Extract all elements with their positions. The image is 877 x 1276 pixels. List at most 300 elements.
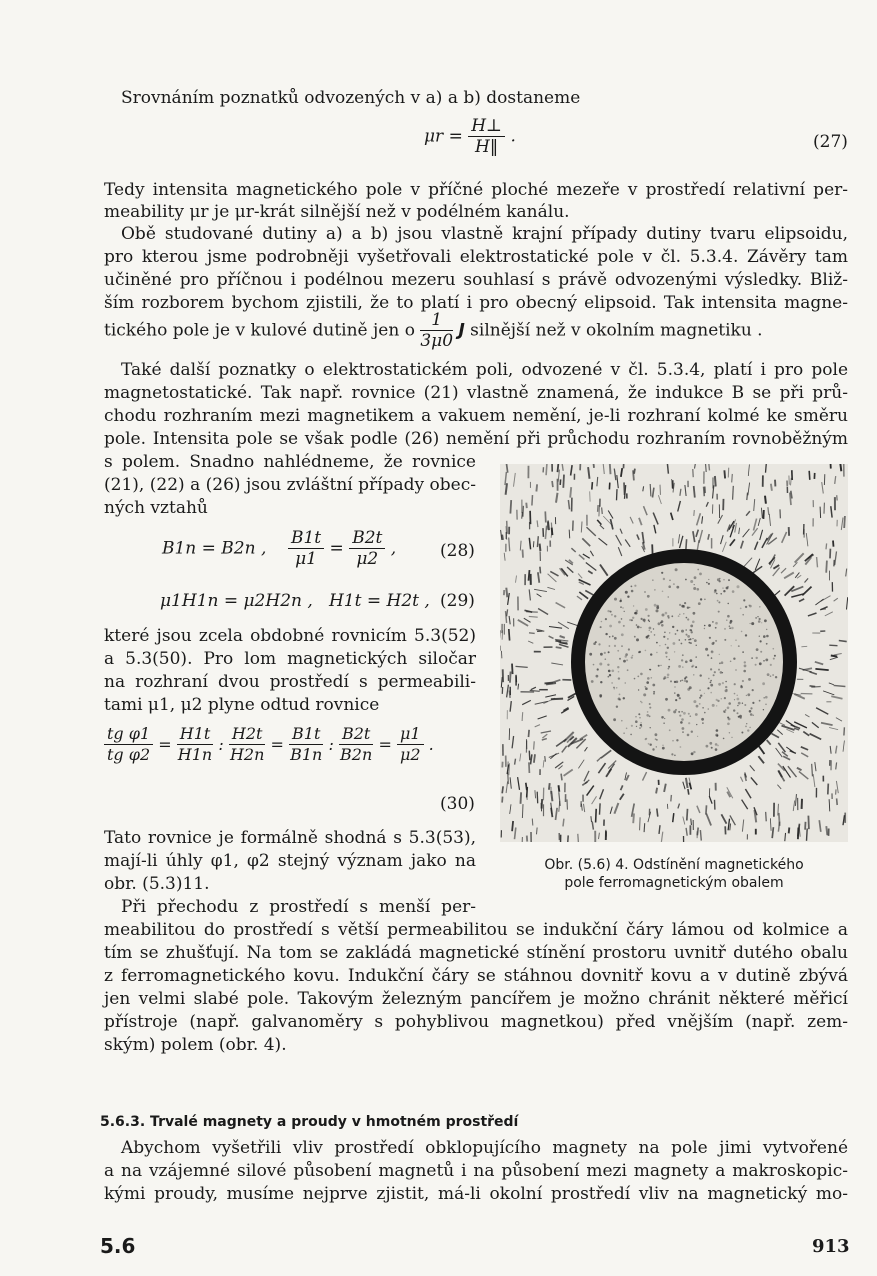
- interior-filing-dot: [721, 698, 722, 699]
- interior-filing-dot: [715, 748, 718, 751]
- filing-mark: [537, 536, 538, 547]
- interior-filing-dot: [683, 712, 686, 715]
- interior-filing-dot: [688, 713, 690, 715]
- filing-mark: [510, 500, 511, 513]
- interior-filing-dot: [634, 678, 636, 680]
- interior-filing-dot: [651, 677, 653, 679]
- interior-filing-dot: [774, 655, 776, 657]
- filing-mark: [598, 505, 599, 512]
- interior-filing-dot: [670, 680, 672, 682]
- interior-filing-dot: [645, 738, 647, 740]
- interior-filing-dot: [763, 697, 765, 699]
- filing-mark: [559, 642, 568, 643]
- filing-mark: [534, 741, 535, 749]
- interior-filing-dot: [708, 708, 710, 710]
- interior-filing-dot: [667, 638, 669, 640]
- interior-filing-dot: [745, 726, 747, 728]
- interior-filing-dot: [737, 695, 738, 696]
- interior-filing-dot: [686, 634, 688, 636]
- eq28-f1-den: μ1: [295, 549, 317, 569]
- filing-mark: [591, 816, 592, 822]
- interior-filing-dot: [648, 615, 650, 617]
- interior-filing-dot: [608, 670, 611, 673]
- interior-filing-dot: [649, 630, 650, 631]
- interior-filing-dot: [747, 729, 749, 731]
- interior-filing-dot: [698, 602, 701, 605]
- interior-filing-dot: [686, 680, 688, 682]
- interior-filing-dot: [611, 682, 612, 683]
- interior-filing-dot: [704, 628, 705, 629]
- para6-line-3: z ferromagnetického kovu. Indukční čáry se stáhnou dovnitř kovu a v dutině zbývá: [104, 966, 848, 986]
- interior-filing-dot: [600, 626, 602, 628]
- interior-filing-dot: [641, 618, 643, 620]
- filing-mark: [506, 588, 507, 598]
- interior-filing-dot: [710, 680, 712, 682]
- interior-filing-dot: [756, 657, 758, 659]
- para3-line-2: magnetostatické. Tak např. rovnice (21) vlastně znamená, že indukce B se při prů-: [104, 383, 848, 403]
- interior-filing-dot: [623, 660, 626, 663]
- interior-filing-dot: [591, 680, 594, 683]
- interior-filing-dot: [744, 661, 746, 663]
- interior-filing-dot: [741, 631, 743, 633]
- interior-filing-dot: [766, 629, 767, 630]
- interior-filing-dot: [679, 614, 680, 615]
- interior-filing-dot: [652, 684, 655, 687]
- interior-filing-dot: [694, 639, 697, 642]
- interior-filing-dot: [616, 687, 618, 689]
- interior-filing-dot: [635, 720, 638, 723]
- interior-filing-dot: [595, 641, 597, 643]
- interior-filing-dot: [682, 731, 684, 733]
- interior-filing-dot: [773, 658, 775, 660]
- interior-filing-dot: [593, 664, 595, 666]
- interior-filing-dot: [646, 714, 649, 717]
- filing-mark: [640, 817, 641, 830]
- para7-line-3: kými proudy, musíme nejprve zjistit, má-li okolní prostředí vliv na magnetický mo-: [104, 1184, 848, 1204]
- interior-filing-dot: [681, 718, 684, 721]
- interior-filing-dot: [669, 729, 671, 731]
- interior-filing-dot: [679, 697, 681, 699]
- interior-filing-dot: [742, 614, 744, 616]
- interior-filing-dot: [667, 677, 669, 679]
- interior-filing-dot: [708, 579, 709, 580]
- filing-mark: [610, 464, 611, 474]
- interior-filing-dot: [727, 707, 730, 710]
- interior-filing-dot: [751, 622, 754, 625]
- eq29-number: (29): [440, 591, 475, 611]
- interior-filing-dot: [696, 724, 697, 725]
- para2-last-line: [104, 310, 763, 351]
- interior-filing-dot: [600, 681, 602, 683]
- interior-filing-dot: [623, 697, 625, 699]
- filing-mark: [812, 764, 813, 777]
- interior-filing-dot: [760, 640, 762, 642]
- eq27-fraction: [468, 116, 505, 157]
- filing-mark: [766, 812, 767, 821]
- interior-filing-dot: [649, 715, 651, 717]
- equation-30: [104, 724, 434, 765]
- figure-field-lines-svg: [500, 464, 848, 842]
- interior-filing-dot: [633, 605, 634, 606]
- interior-filing-dot: [729, 732, 730, 733]
- filing-mark: [785, 833, 786, 841]
- interior-filing-dot: [687, 618, 689, 620]
- interior-filing-dot: [685, 579, 687, 581]
- interior-filing-dot: [730, 620, 733, 623]
- interior-filing-dot: [607, 664, 609, 666]
- para6-line-2: tím se zhušťují. Na tom se zakládá magnetické stínění prostoru uvnitř dutého obalu: [104, 943, 848, 963]
- filing-mark: [507, 521, 508, 534]
- interior-filing-dot: [669, 632, 670, 633]
- interior-filing-dot: [613, 718, 616, 721]
- interior-filing-dot: [621, 618, 623, 620]
- filing-mark: [829, 645, 837, 646]
- interior-filing-dot: [699, 697, 701, 699]
- para7-line-2: a na vzájemné silové působení magnetů i na působení mezi magnety a makroskopic-: [104, 1161, 848, 1181]
- interior-filing-dot: [729, 625, 731, 627]
- interior-filing-dot: [650, 727, 651, 728]
- interior-filing-dot: [725, 689, 728, 692]
- filing-mark: [526, 503, 527, 508]
- interior-filing-dot: [598, 643, 600, 645]
- interior-filing-dot: [640, 724, 642, 726]
- interior-filing-dot: [637, 626, 640, 629]
- interior-filing-dot: [724, 711, 725, 712]
- interior-filing-dot: [744, 704, 746, 706]
- intro-line: Srovnáním poznatků odvozených v a) a b) dostaneme: [121, 88, 581, 108]
- filing-mark: [596, 809, 597, 823]
- interior-filing-dot: [617, 666, 619, 668]
- interior-filing-dot: [740, 717, 742, 719]
- filing-mark: [561, 774, 562, 781]
- filing-mark: [529, 762, 530, 773]
- filing-mark: [518, 684, 519, 690]
- interior-filing-dot: [619, 694, 621, 696]
- interior-filing-dot: [738, 716, 740, 718]
- interior-filing-dot: [682, 727, 685, 730]
- interior-filing-dot: [702, 722, 704, 724]
- interior-filing-dot: [649, 638, 650, 639]
- eq30-fraction-2: [229, 724, 266, 765]
- para4-line-1: které jsou zcela obdobné rovnicím 5.3(52): [104, 626, 476, 646]
- para3-line-1: Také další poznatky o elektrostatickém poli, odvozené v čl. 5.3.4, platí i pro pole: [121, 360, 848, 380]
- interior-filing-dot: [687, 734, 690, 737]
- interior-filing-dot: [618, 671, 620, 673]
- interior-filing-dot: [645, 687, 648, 690]
- interior-filing-dot: [644, 621, 645, 622]
- filing-mark: [815, 669, 828, 670]
- interior-filing-dot: [639, 717, 641, 719]
- filing-mark: [521, 792, 522, 804]
- interior-filing-dot: [712, 704, 715, 707]
- interior-filing-dot: [685, 639, 687, 641]
- filing-mark: [546, 464, 547, 475]
- interior-filing-dot: [605, 633, 607, 635]
- interior-filing-dot: [671, 753, 673, 755]
- para2-last-post: silnější než v okolním magnetiku .: [470, 320, 763, 341]
- interior-filing-dot: [744, 665, 747, 668]
- interior-filing-dot: [761, 622, 762, 623]
- eq30-f2-num: H2t: [229, 724, 266, 745]
- interior-filing-dot: [718, 611, 720, 613]
- interior-filing-dot: [620, 600, 622, 602]
- interior-filing-dot: [675, 633, 677, 635]
- interior-filing-dot: [652, 748, 654, 750]
- eq28-tail: ,: [390, 538, 397, 559]
- eq28-lhs: B1n = B2n ,: [162, 538, 267, 559]
- para2-frac-den: 3μ0: [420, 331, 454, 351]
- interior-filing-dot: [668, 617, 670, 619]
- para2-symbol-J: J: [458, 320, 465, 341]
- interior-filing-dot: [704, 625, 706, 627]
- filing-mark: [529, 751, 530, 761]
- interior-filing-dot: [757, 616, 758, 617]
- interior-filing-dot: [710, 684, 713, 687]
- interior-filing-dot: [644, 686, 646, 688]
- filing-mark: [602, 507, 603, 514]
- interior-filing-dot: [767, 673, 770, 676]
- interior-filing-dot: [690, 642, 692, 644]
- interior-filing-dot: [704, 599, 706, 601]
- interior-filing-dot: [618, 621, 621, 624]
- interior-filing-dot: [689, 629, 691, 631]
- interior-filing-dot: [765, 704, 767, 706]
- interior-filing-dot: [627, 669, 629, 671]
- interior-filing-dot: [705, 648, 708, 651]
- interior-filing-dot: [604, 652, 606, 654]
- filing-mark: [634, 469, 635, 474]
- interior-filing-dot: [661, 624, 664, 627]
- interior-filing-dot: [690, 715, 692, 717]
- interior-filing-dot: [614, 645, 616, 647]
- interior-filing-dot: [758, 620, 761, 623]
- interior-filing-dot: [617, 650, 619, 652]
- filing-mark: [840, 464, 841, 471]
- interior-filing-dot: [700, 598, 702, 600]
- interior-filing-dot: [659, 645, 660, 646]
- filing-mark: [617, 489, 618, 500]
- interior-filing-dot: [690, 580, 693, 583]
- interior-filing-dot: [681, 630, 684, 633]
- interior-filing-dot: [701, 718, 704, 721]
- filing-mark: [510, 672, 511, 683]
- filing-mark: [768, 507, 769, 515]
- interior-filing-dot: [737, 698, 740, 701]
- eq30-eq-3: =: [378, 735, 392, 754]
- eq28-fraction-2: [349, 528, 385, 569]
- interior-filing-dot: [662, 745, 664, 747]
- interior-filing-dot: [649, 669, 650, 670]
- interior-filing-dot: [773, 648, 775, 650]
- interior-filing-dot: [676, 586, 679, 589]
- interior-filing-dot: [692, 621, 695, 624]
- interior-filing-dot: [704, 693, 705, 694]
- interior-filing-dot: [656, 605, 659, 608]
- interior-filing-dot: [655, 733, 658, 736]
- para2-last-pre: tického pole je v kulové dutině jen o: [104, 320, 415, 341]
- interior-filing-dot: [664, 632, 666, 634]
- interior-filing-dot: [737, 585, 740, 588]
- interior-filing-dot: [714, 671, 716, 673]
- filing-mark: [556, 647, 562, 648]
- eq30-fraction-0: [104, 724, 153, 765]
- interior-filing-dot: [746, 695, 747, 696]
- interior-filing-dot: [723, 579, 724, 580]
- eq30-f5-num: μ1: [397, 724, 424, 745]
- filing-mark: [545, 683, 554, 684]
- interior-filing-dot: [742, 680, 744, 682]
- interior-filing-dot: [745, 634, 747, 636]
- interior-filing-dot: [709, 637, 711, 639]
- interior-filing-dot: [697, 588, 700, 591]
- interior-filing-dot: [725, 709, 727, 711]
- filing-mark: [522, 712, 523, 721]
- interior-filing-dot: [632, 617, 634, 619]
- equation-29: μ1H1n = μ2H2n , H1t = H2t ,: [160, 591, 430, 611]
- interior-filing-dot: [684, 602, 686, 604]
- interior-filing-dot: [695, 666, 697, 668]
- interior-filing-dot: [702, 707, 704, 709]
- interior-filing-dot: [668, 668, 670, 670]
- eq30-f0-den: tg φ2: [107, 745, 151, 764]
- filing-mark: [592, 482, 593, 490]
- interior-filing-dot: [679, 639, 681, 641]
- filing-mark: [532, 819, 533, 826]
- interior-filing-dot: [626, 659, 628, 661]
- interior-filing-dot: [697, 736, 698, 737]
- eq30-f2-den: H2n: [229, 745, 265, 764]
- interior-filing-dot: [712, 642, 715, 645]
- interior-filing-dot: [609, 674, 611, 676]
- interior-filing-dot: [630, 734, 632, 736]
- filing-mark: [828, 784, 829, 795]
- filing-mark: [826, 826, 827, 835]
- interior-filing-dot: [619, 699, 621, 701]
- interior-filing-dot: [620, 606, 622, 608]
- interior-filing-dot: [652, 580, 653, 581]
- interior-filing-dot: [700, 674, 702, 676]
- para2-line-4: ším rozborem bychom zjistili, že to platí i pro obecný elipsoid. Tak intensita magne-: [104, 293, 848, 313]
- interior-filing-dot: [728, 579, 730, 581]
- filing-mark: [570, 487, 571, 498]
- filing-mark: [724, 470, 725, 478]
- interior-filing-dot: [690, 659, 693, 662]
- figure-magnetic-shielding: [500, 464, 848, 842]
- interior-filing-dot: [690, 638, 692, 640]
- filing-mark: [808, 816, 809, 830]
- interior-filing-dot: [727, 717, 729, 719]
- interior-filing-dot: [719, 663, 721, 665]
- interior-filing-dot: [759, 700, 761, 702]
- interior-filing-dot: [605, 618, 607, 620]
- interior-filing-dot: [745, 606, 747, 608]
- interior-filing-dot: [625, 682, 626, 683]
- filing-mark: [765, 496, 766, 504]
- footer-section-number: 5.6: [100, 1234, 136, 1258]
- interior-filing-dot: [689, 607, 690, 608]
- filing-mark: [671, 795, 672, 802]
- filing-mark: [733, 486, 734, 500]
- para3-narrow-line-1: s polem. Snadno nahlédneme, že rovnice: [104, 452, 476, 472]
- para2-line-3: učiněné pro příčnou i podélnou mezeru souhlasí s právě odvozenými výsledky. Bliž-: [104, 270, 848, 290]
- interior-filing-dot: [718, 601, 720, 603]
- interior-filing-dot: [612, 635, 614, 637]
- interior-filing-dot: [631, 619, 633, 621]
- filing-mark: [563, 475, 564, 488]
- interior-filing-dot: [770, 664, 772, 666]
- filing-mark: [537, 828, 538, 835]
- interior-filing-dot: [668, 585, 671, 588]
- filing-mark: [555, 641, 561, 642]
- filing-mark: [691, 819, 692, 826]
- interior-filing-dot: [683, 613, 684, 614]
- interior-filing-dot: [716, 705, 717, 706]
- interior-filing-dot: [726, 587, 729, 590]
- interior-filing-dot: [735, 669, 736, 670]
- interior-filing-dot: [681, 659, 683, 661]
- interior-filing-dot: [759, 636, 760, 637]
- interior-filing-dot: [755, 617, 757, 619]
- interior-filing-dot: [694, 584, 695, 585]
- interior-filing-dot: [766, 643, 768, 645]
- interior-filing-dot: [656, 739, 658, 741]
- interior-filing-dot: [673, 642, 676, 645]
- interior-filing-dot: [661, 716, 664, 719]
- interior-filing-dot: [724, 639, 726, 641]
- interior-filing-dot: [647, 677, 650, 680]
- interior-filing-dot: [717, 578, 720, 581]
- interior-filing-dot: [631, 586, 633, 588]
- interior-filing-dot: [668, 596, 669, 597]
- filing-mark: [526, 783, 527, 790]
- interior-filing-dot: [718, 683, 721, 686]
- interior-filing-dot: [760, 651, 762, 653]
- interior-filing-dot: [763, 660, 765, 662]
- filing-mark: [537, 792, 538, 804]
- interior-filing-dot: [746, 723, 747, 724]
- eq30-fraction-5: [397, 724, 424, 765]
- interior-filing-dot: [747, 693, 750, 696]
- interior-filing-dot: [609, 636, 611, 638]
- interior-filing-dot: [677, 630, 679, 632]
- interior-filing-dot: [708, 678, 710, 680]
- filing-mark: [789, 828, 790, 834]
- interior-filing-dot: [716, 735, 718, 737]
- interior-filing-dot: [716, 593, 718, 595]
- interior-filing-dot: [679, 715, 681, 717]
- interior-filing-dot: [676, 681, 679, 684]
- interior-filing-dot: [654, 604, 657, 607]
- interior-filing-dot: [695, 713, 698, 716]
- eq30-f4-num: B2t: [339, 724, 373, 745]
- interior-filing-dot: [738, 645, 740, 647]
- interior-filing-dot: [706, 745, 709, 748]
- interior-filing-dot: [711, 657, 713, 659]
- interior-filing-dot: [658, 622, 661, 625]
- interior-filing-dot: [715, 627, 717, 629]
- interior-filing-dot: [750, 707, 752, 709]
- filing-mark: [826, 561, 827, 573]
- filing-mark: [801, 646, 807, 647]
- filing-mark: [522, 512, 523, 519]
- filing-mark: [533, 541, 534, 547]
- filing-mark: [694, 510, 695, 516]
- interior-filing-dot: [682, 605, 685, 608]
- filing-mark: [650, 484, 651, 496]
- filing-mark: [837, 798, 838, 805]
- interior-filing-dot: [621, 720, 623, 722]
- filing-mark: [810, 686, 816, 687]
